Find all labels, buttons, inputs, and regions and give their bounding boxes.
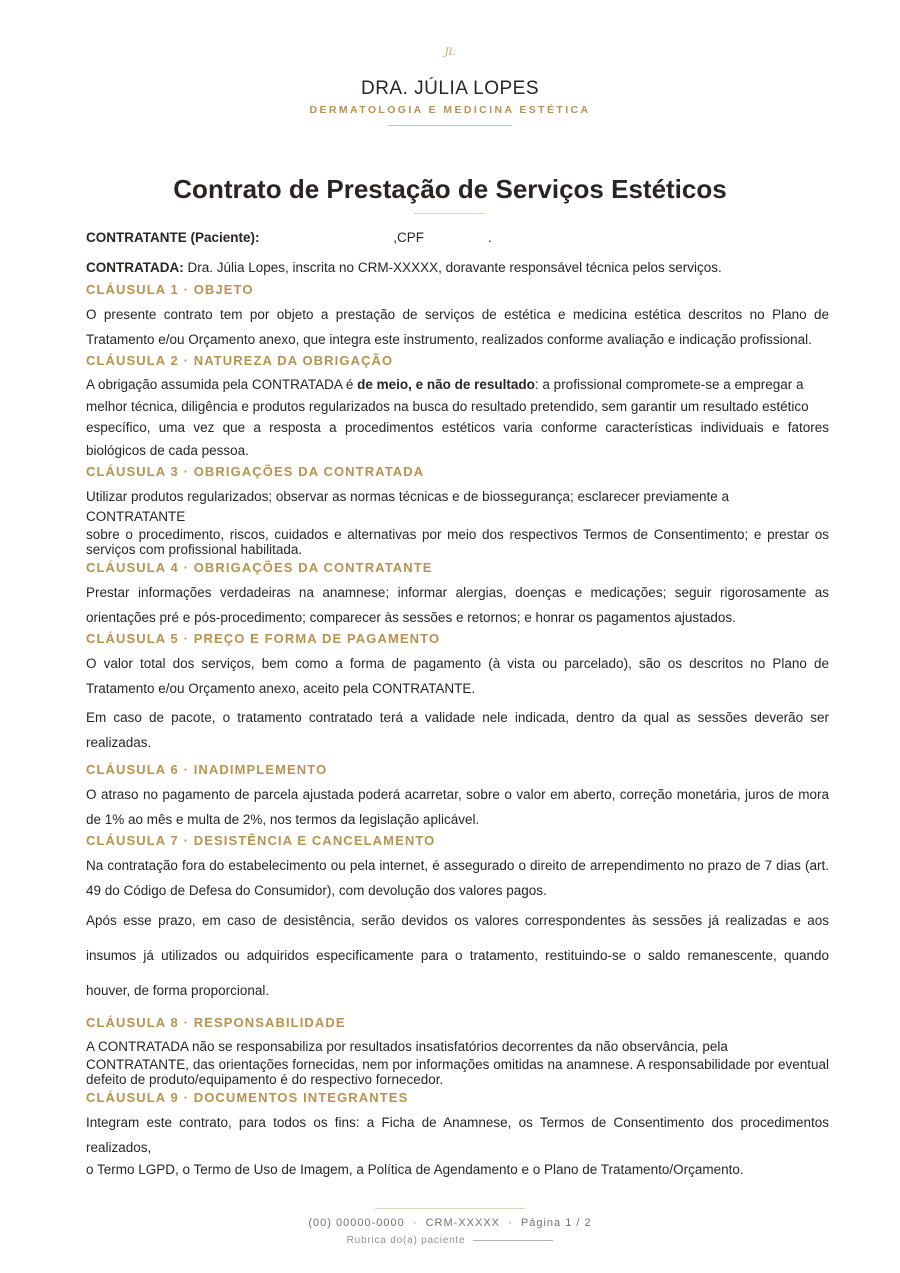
clause-6-title: CLÁUSULA 6 · INADIMPLEMENTO bbox=[86, 762, 328, 777]
clause-5-text-1: O valor total dos serviços, bem como a forma de pagamento (à vista ou parcelado), são os descritos no Plano de Tratamento e/ou Orçamento anexo, aceito pela CONTRATANTE. bbox=[86, 656, 829, 696]
contratada-line bbox=[86, 258, 829, 277]
contratante-line bbox=[86, 228, 829, 247]
footer-contact-line: (00) 00000-0000 · CRM-XXXXX · Página 1 / 2 bbox=[308, 1217, 592, 1229]
contratante-label: CONTRATANTE (Paciente): bbox=[86, 230, 260, 245]
clause-1-text: O presente contrato tem por objeto a prestação de serviços de estética e medicina estética descritos no Plano de Tratamento e/ou Orçamento anexo, que integra este instrumento, realizados conforme avaliação e indicação profissional. bbox=[86, 307, 829, 347]
specialty-subtitle: DERMATOLOGIA E MEDICINA ESTÉTICA bbox=[309, 104, 591, 116]
contratada-label: CONTRATADA: bbox=[86, 260, 184, 275]
patient-name-blank[interactable] bbox=[263, 246, 393, 247]
clause-8-text-1: A CONTRATADA não se responsabiliza por resultados insatisfatórios decorrentes da não observância, pela bbox=[86, 1039, 728, 1054]
doctor-name: DRA. JÚLIA LOPES bbox=[360, 78, 539, 99]
clause-2-text-1 bbox=[86, 375, 829, 395]
clause-2-text-3: específico, uma vez que a resposta a procedimentos estéticos varia conforme características individuais e fatores biológicos de cada pessoa. bbox=[86, 420, 829, 458]
cpf-blank[interactable] bbox=[428, 246, 488, 247]
clause-3-title: CLÁUSULA 3 · OBRIGAÇÕES DA CONTRATADA bbox=[86, 464, 425, 479]
clause-7-title: CLÁUSULA 7 · DESISTÊNCIA E CANCELAMENTO bbox=[86, 833, 436, 848]
clause-7-text-2: Após esse prazo, em caso de desistência, serão devidos os valores correspondentes às sessões já realizadas e aos insumos já utilizados ou adquiridos especificamente para o tratamento, restituindo-se o saldo remanescente, quando houver, de forma proporcional. bbox=[86, 913, 829, 998]
letterhead bbox=[0, 46, 900, 126]
clause-2-text-bold: de meio, e não de resultado bbox=[357, 377, 535, 392]
clause-2-text-after: : a profissional compromete-se a empregar a bbox=[534, 377, 804, 392]
title-divider bbox=[414, 213, 486, 214]
clause-2-text-2: melhor técnica, diligência e produtos regularizados na busca do resultado pretendido, sem garantir um resultado estético bbox=[86, 399, 809, 414]
page-footer bbox=[0, 1208, 900, 1248]
clause-3-text-1: Utilizar produtos regularizados; observar as normas técnicas e de biossegurança; esclarecer previamente a CONTRATANTE bbox=[86, 489, 730, 524]
rubric-row bbox=[0, 1234, 900, 1248]
clause-5-text-2: Em caso de pacote, o tratamento contratado terá a validade nele indicada, dentro da qual as sessões deverão ser realizadas. bbox=[86, 710, 829, 750]
rubric-signature-line[interactable] bbox=[473, 1240, 553, 1241]
clause-5-title: CLÁUSULA 5 · PREÇO E FORMA DE PAGAMENTO bbox=[86, 631, 441, 646]
clause-4-title: CLÁUSULA 4 · OBRIGAÇÕES DA CONTRATANTE bbox=[86, 560, 433, 575]
footer-divider bbox=[375, 1208, 525, 1209]
document-title: Contrato de Prestação de Serviços Estéticos bbox=[173, 174, 727, 204]
clause-9-text-2: o Termo LGPD, o Termo de Uso de Imagem, a Política de Agendamento e o Plano de Tratamento/Orçamento. bbox=[86, 1162, 744, 1177]
monogram-logo: JL bbox=[444, 47, 456, 58]
contratada-text: Dra. Júlia Lopes, inscrita no CRM-XXXXX, doravante responsável técnica pelos serviços. bbox=[183, 260, 722, 275]
clause-2-title: CLÁUSULA 2 · NATUREZA DA OBRIGAÇÃO bbox=[86, 353, 394, 368]
clause-7-text-1: Na contratação fora do estabelecimento ou pela internet, é assegurado o direito de arrependimento no prazo de 7 dias (art. 49 do Código de Defesa do Consumidor), com devolução dos valores pagos. bbox=[86, 858, 829, 898]
clause-9-text-1: Integram este contrato, para todos os fins: a Ficha de Anamnese, os Termos de Consentimento dos procedimentos realizados, bbox=[86, 1115, 829, 1155]
clause-1-title: CLÁUSULA 1 · OBJETO bbox=[86, 282, 254, 297]
clause-9-title: CLÁUSULA 9 · DOCUMENTOS INTEGRANTES bbox=[86, 1090, 409, 1105]
header-divider bbox=[388, 125, 512, 126]
end-dot: . bbox=[487, 230, 492, 245]
clause-4-text: Prestar informações verdadeiras na anamnese; informar alergias, doenças e medicações; seguir rigorosamente as orientações pré e pós-procedimento; comparecer às sessões e retornos; e honrar os pagamentos ajustados. bbox=[86, 585, 829, 625]
clause-2-text-before: A obrigação assumida pela CONTRATADA é bbox=[86, 377, 358, 392]
clause-6-text: O atraso no pagamento de parcela ajustada poderá acarretar, sobre o valor em aberto, correção monetária, juros de mora de 1% ao mês e multa de 2%, nos termos da legislação aplicável. bbox=[86, 787, 829, 827]
cpf-label: ,CPF bbox=[393, 230, 425, 245]
rubric-label: Rubrica do(a) paciente bbox=[346, 1235, 466, 1246]
clause-8-title: CLÁUSULA 8 · RESPONSABILIDADE bbox=[86, 1015, 346, 1030]
clause-8-text-2: CONTRATANTE, das orientações fornecidas, nem por informações omitidas na anamnese. A responsabilidade por eventual defeito de produto/equipamento é do respectivo fornecedor. bbox=[86, 1057, 829, 1087]
contract-body bbox=[86, 228, 829, 1180]
clause-3-text-2: sobre o procedimento, riscos, cuidados e alternativas por meio dos respectivos Termos de Consentimento; e prestar os serviços com profissional habilitada. bbox=[86, 527, 829, 557]
